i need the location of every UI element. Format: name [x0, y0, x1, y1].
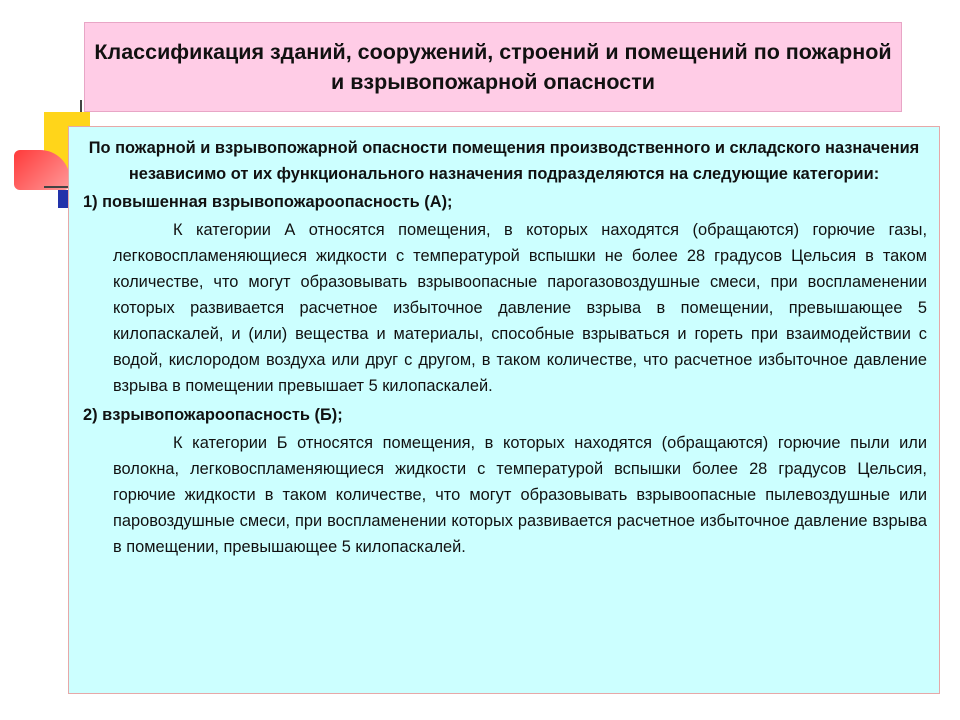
slide-title-box — [84, 22, 902, 112]
slide-content-box — [68, 126, 940, 694]
intro-paragraph: По пожарной и взрывопожарной опасности помещения производственного и складского назначения независимо от их функционального назначения подразделяются на следующие категории: — [88, 139, 920, 183]
slide-title: Классификация зданий, сооружений, строений и помещений по пожарной и взрывопожарной опасности — [94, 40, 892, 94]
category-b-heading: 2) взрывопожароопасность (Б); — [83, 406, 343, 424]
category-a-heading: 1) повышенная взрывопожароопасность (А); — [83, 193, 453, 211]
category-b-description: К категории Б относятся помещения, в которых находятся (обращаются) горючие пыли или волокна, легковоспламеняющиеся жидкости с температурой вспышки более 28 градусов Цельсия, горючие жидкости в таком количестве, что могут образовывать взрывоопасные пылевоздушные или паровоздушные смеси, при воспламенении которых развивается расчетное избыточное давление взрыва в помещении, превышающее 5 килопаскалей. — [113, 434, 927, 556]
category-a-description: К категории А относятся помещения, в которых находятся (обращаются) горючие газы, легковоспламеняющиеся жидкости с температурой вспышки не более 28 градусов Цельсия в таком количестве, что могут образовывать взрывоопасные парогазовоздушные смеси, при воспламенении которых развивается расчетное избыточное давление взрыва в помещении, превышающее 5 килопаскалей, и (или) вещества и материалы, способные взрываться и гореть при взаимодействии с водой, кислородом воздуха или друг с другом, в таком количестве, что расчетное избыточное давление взрыва в помещении превышает 5 килопаскалей. — [113, 221, 927, 395]
